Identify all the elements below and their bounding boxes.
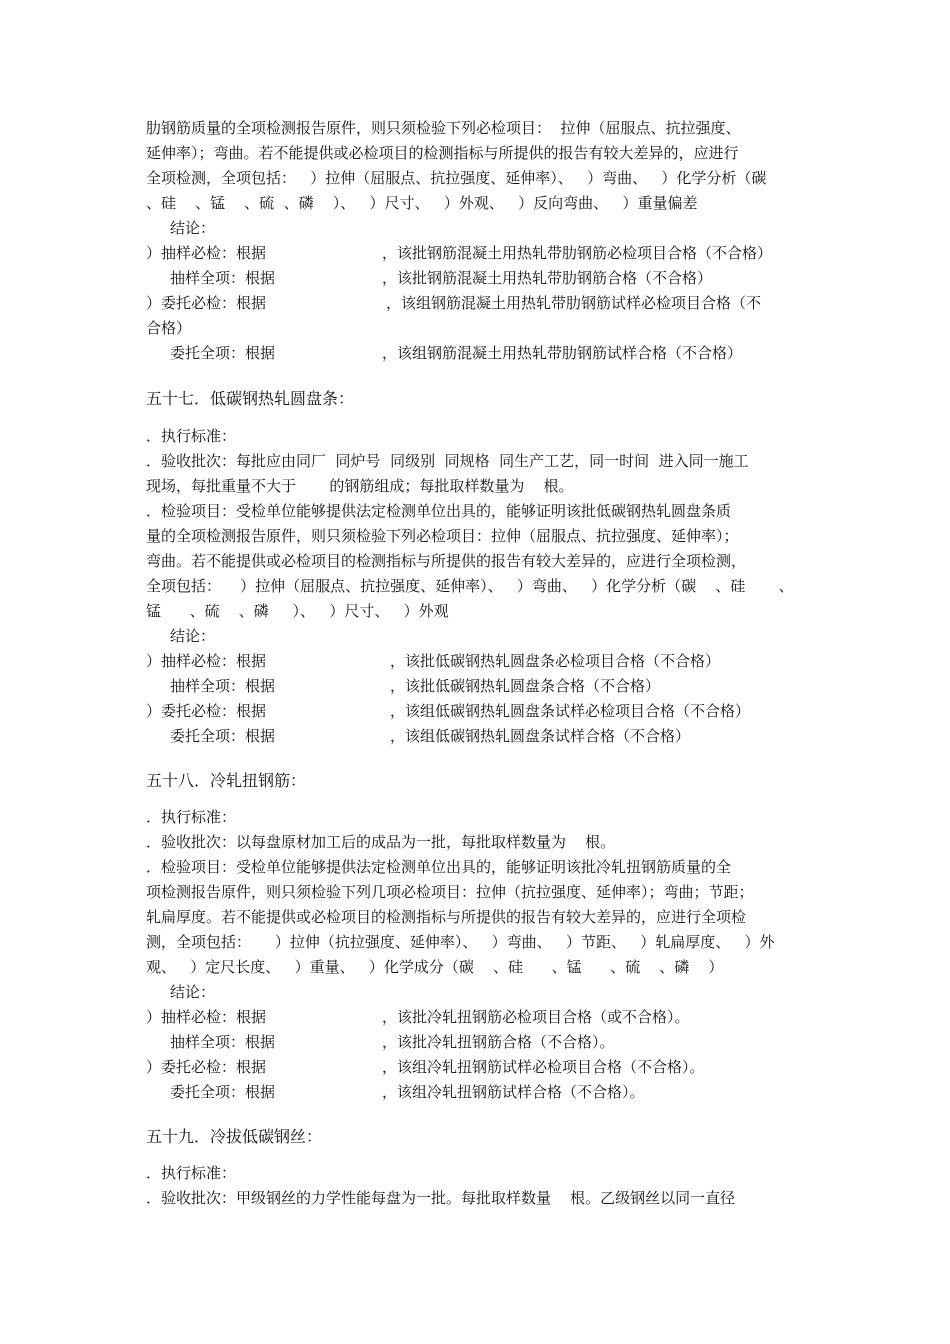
text-line: ．执行标准： <box>146 427 237 445</box>
conclusion-label: 结论： <box>170 983 216 1001</box>
text-line: ．执行标准： <box>146 1164 237 1182</box>
conclusion-result: ，该组冷轧扭钢筋试样合格（不合格）。 <box>382 1083 645 1101</box>
conclusion-row <box>146 674 826 698</box>
text-line: 延伸率）；弯曲。若不能提供或必检项目的检测指标与所提供的报告有较大差异的，应进行 <box>146 144 739 162</box>
text-line: 全项包括： ）拉伸（屈服点、抗拉强度、延伸率）、 ）弯曲、 ）化学分析（碳 、硅 、 <box>146 577 794 595</box>
conclusion-type: ）抽样必检：根据 <box>146 244 267 262</box>
text-line: 肋钢筋质量的全项检测报告原件，则只须检验下列必检项目： 拉伸（屈服点、抗拉强度、 <box>146 119 741 137</box>
conclusion-result: ，该批冷轧扭钢筋必检项目合格（或不合格）。 <box>382 1008 690 1026</box>
conclusion-label: 结论： <box>170 627 216 645</box>
conclusion-type: 委托全项：根据 <box>170 1083 276 1101</box>
conclusion-result: ，该批低碳钢热轧圆盘条合格（不合格） <box>390 677 661 695</box>
conclusion-result: ，该批低碳钢热轧圆盘条必检项目合格（不合格） <box>390 652 721 670</box>
conclusion-row <box>146 1055 826 1079</box>
text-line: 、硅 、锰 、硫 、磷 ）、 ）尺寸、 ）外观、 ）反向弯曲、 ）重量偏差 <box>146 194 698 212</box>
conclusion-type: ）委托必检：根据 <box>146 294 267 312</box>
conclusion-type: ）委托必检：根据 <box>146 702 267 720</box>
text-line: ．验收批次：甲级钢丝的力学性能每盘为一批。每批取样数量 根。乙级钢丝以同一直径 <box>146 1189 736 1207</box>
text-line: 全项检测，全项包括： ）拉伸（屈服点、抗拉强度、延伸率）、 ）弯曲、 ）化学分析（碳 <box>146 169 767 187</box>
conclusion-type: ）抽样必检：根据 <box>146 1008 267 1026</box>
text-line: 测，全项包括： ）拉伸（抗拉强度、延伸率）、 ）弯曲、 ）节距、 ）轧扁厚度、 ）外 <box>146 933 775 951</box>
conclusion-row <box>146 649 826 673</box>
conclusion-result: ，该组冷轧扭钢筋试样必检项目合格（不合格）。 <box>382 1058 705 1076</box>
conclusion-result: ，该组钢筋混凝土用热轧带肋钢筋试样合格（不合格） <box>382 344 743 362</box>
conclusion-result: ，该组钢筋混凝土用热轧带肋钢筋试样必检项目合格（不 <box>386 294 762 312</box>
text-line: 弯曲。若不能提供或必检项目的检测指标与所提供的报告有较大差异的，应进行全项检测， <box>146 552 747 570</box>
text-line: 锰 、硫 、磷 ）、 ）尺寸、 ）外观 <box>146 602 449 620</box>
conclusion-type: 抽样全项：根据 <box>170 677 276 695</box>
conclusion-row <box>146 266 826 290</box>
text-line: 项检测报告原件，则只须检验下列几项必检项目：拉伸（抗拉强度、延伸率）；弯曲；节距； <box>146 883 754 901</box>
conclusion-row <box>146 724 826 748</box>
text-line: ．执行标准： <box>146 808 237 826</box>
conclusion-row <box>146 241 826 265</box>
conclusion-label: 结论： <box>170 219 216 237</box>
conclusion-row <box>146 1005 826 1029</box>
conclusion-row <box>146 291 826 315</box>
section-heading: 五十八．冷轧扭钢筋： <box>146 771 307 790</box>
conclusion-type: 委托全项：根据 <box>170 727 276 745</box>
text-line: 现场，每批重量不大于 的钢筋组成；每批取样数量为 根。 <box>146 477 574 495</box>
conclusion-result: ，该批钢筋混凝土用热轧带肋钢筋必检项目合格（不合格） <box>382 244 773 262</box>
text-line: 量的全项检测报告原件，则只须检验下列必检项目：拉伸（屈服点、抗拉强度、延伸率）； <box>146 527 739 545</box>
text-line: ．检验项目：受检单位能够提供法定检测单位出具的，能够证明该批冷轧扭钢筋质量的全 <box>146 858 732 876</box>
conclusion-type: 抽样全项：根据 <box>170 269 276 287</box>
conclusion-row <box>146 1080 826 1104</box>
text-line: ．验收批次：以每盘原材加工后的成品为一批，每批取样数量为 根。 <box>146 833 616 851</box>
conclusion-type: ）抽样必检：根据 <box>146 652 267 670</box>
conclusion-result: ，该组低碳钢热轧圆盘条试样必检项目合格（不合格） <box>390 702 751 720</box>
text-line: 合格） <box>146 319 192 337</box>
conclusion-type: ）委托必检：根据 <box>146 1058 267 1076</box>
section-heading: 五十九．冷拔低碳钢丝： <box>146 1127 323 1146</box>
conclusion-row <box>146 1030 826 1054</box>
conclusion-type: 抽样全项：根据 <box>170 1033 276 1051</box>
conclusion-row <box>146 699 826 723</box>
conclusion-row <box>146 341 826 365</box>
conclusion-result: ，该组低碳钢热轧圆盘条试样合格（不合格） <box>390 727 691 745</box>
section-heading: 五十七．低碳钢热轧圆盘条： <box>146 389 355 408</box>
text-line: ．检验项目：受检单位能够提供法定检测单位出具的，能够证明该批低碳钢热轧圆盘条质 <box>146 502 732 520</box>
text-line: 轧扁厚度。若不能提供或必检项目的检测指标与所提供的报告有较大差异的，应进行全项检 <box>146 908 747 926</box>
conclusion-type: 委托全项：根据 <box>170 344 276 362</box>
text-line: 观、 ）定尺长度、 ）重量、 ）化学成分（碳 、硅 、锰 、硫 、磷 ） <box>146 958 724 976</box>
text-line: ．验收批次：每批应由同厂 同炉号 同级别 同规格 同生产工艺，同一时间 进入同一施工 <box>146 452 749 470</box>
conclusion-result: ，该批钢筋混凝土用热轧带肋钢筋合格（不合格） <box>382 269 713 287</box>
conclusion-result: ，该批冷轧扭钢筋合格（不合格）。 <box>382 1033 615 1051</box>
